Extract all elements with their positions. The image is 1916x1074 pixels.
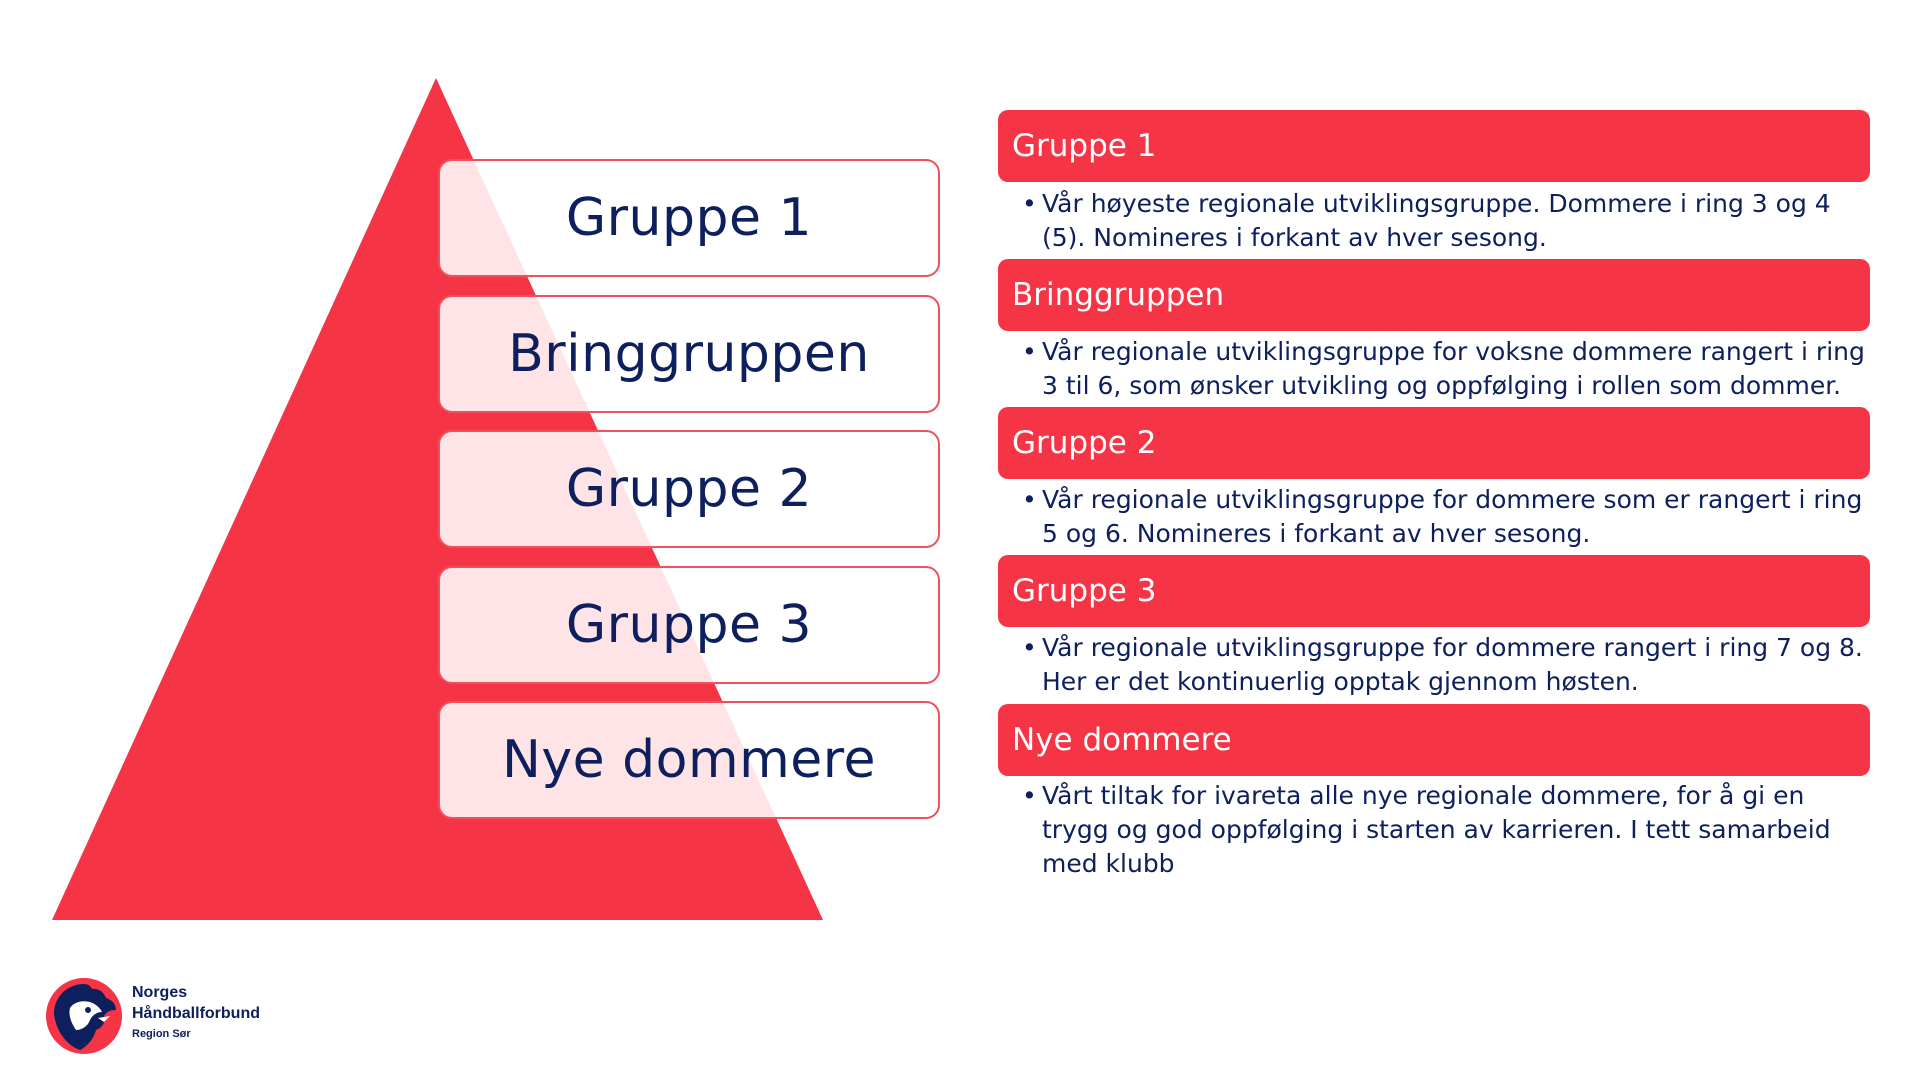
bullet-icon: •	[1022, 633, 1037, 662]
description-text: Vår regionale utviklingsgruppe for dommere rangert i ring 7 og 8. Her er det kontinuerlig opptak gjennom høsten.	[1042, 633, 1863, 696]
tier-gruppe-2	[438, 430, 940, 548]
group-title: Nye dommere	[1012, 722, 1232, 758]
group-title: Gruppe 1	[1012, 128, 1157, 164]
group-title: Bringgruppen	[1012, 277, 1225, 313]
organization-logo	[44, 974, 304, 1058]
bullet-icon: •	[1022, 485, 1037, 514]
description-text: Vår regionale utviklingsgruppe for voksne dommere rangert i ring 3 til 6, som ønsker utvikling og oppfølging i rollen som dommer.	[1042, 337, 1865, 400]
group-title: Gruppe 3	[1012, 573, 1157, 609]
tier-label: Nye dommere	[501, 730, 877, 790]
group-description-gruppe-1	[1022, 187, 1872, 255]
tier-gruppe-3	[438, 566, 940, 684]
group-title: Gruppe 2	[1012, 425, 1157, 461]
tier-label: Gruppe 3	[565, 595, 813, 655]
description-text: Vår regionale utviklingsgruppe for dommere som er rangert i ring 5 og 6. Nomineres i forkant av hver sesong.	[1042, 485, 1863, 548]
bullet-icon: •	[1022, 337, 1037, 366]
logo-text-line1: Norges	[132, 984, 188, 1001]
tier-nye-dommere	[438, 701, 940, 819]
logo-text-line2: Håndballforbund	[132, 1005, 260, 1022]
tier-gruppe-1	[438, 159, 940, 277]
group-header-bringgruppen	[998, 259, 1870, 331]
description-text: Vår høyeste regionale utviklingsgruppe. Dommere i ring 3 og 4 (5). Nomineres i forkant av hver sesong.	[1042, 189, 1831, 252]
group-description-nye-dommere	[1022, 779, 1872, 881]
group-description-bringgruppen	[1022, 335, 1872, 403]
group-description-gruppe-3	[1022, 631, 1872, 699]
tier-label: Gruppe 1	[565, 188, 813, 248]
group-header-nye-dommere	[998, 704, 1870, 776]
bullet-icon: •	[1022, 189, 1037, 218]
group-header-gruppe-1	[998, 110, 1870, 182]
group-header-gruppe-2	[998, 407, 1870, 479]
bear-head-icon	[44, 974, 124, 1058]
group-description-gruppe-2	[1022, 483, 1872, 551]
tier-label: Gruppe 2	[565, 459, 813, 519]
tier-bringgruppen	[438, 295, 940, 413]
group-header-gruppe-3	[998, 555, 1870, 627]
tier-label: Bringgruppen	[508, 324, 870, 384]
bullet-icon: •	[1022, 781, 1037, 810]
logo-text-line3: Region Sør	[132, 1028, 191, 1040]
description-text: Vårt tiltak for ivareta alle nye regionale dommere, for å gi en trygg og god oppfølging i starten av karrieren. I tett samarbeid med klubb	[1042, 781, 1831, 878]
